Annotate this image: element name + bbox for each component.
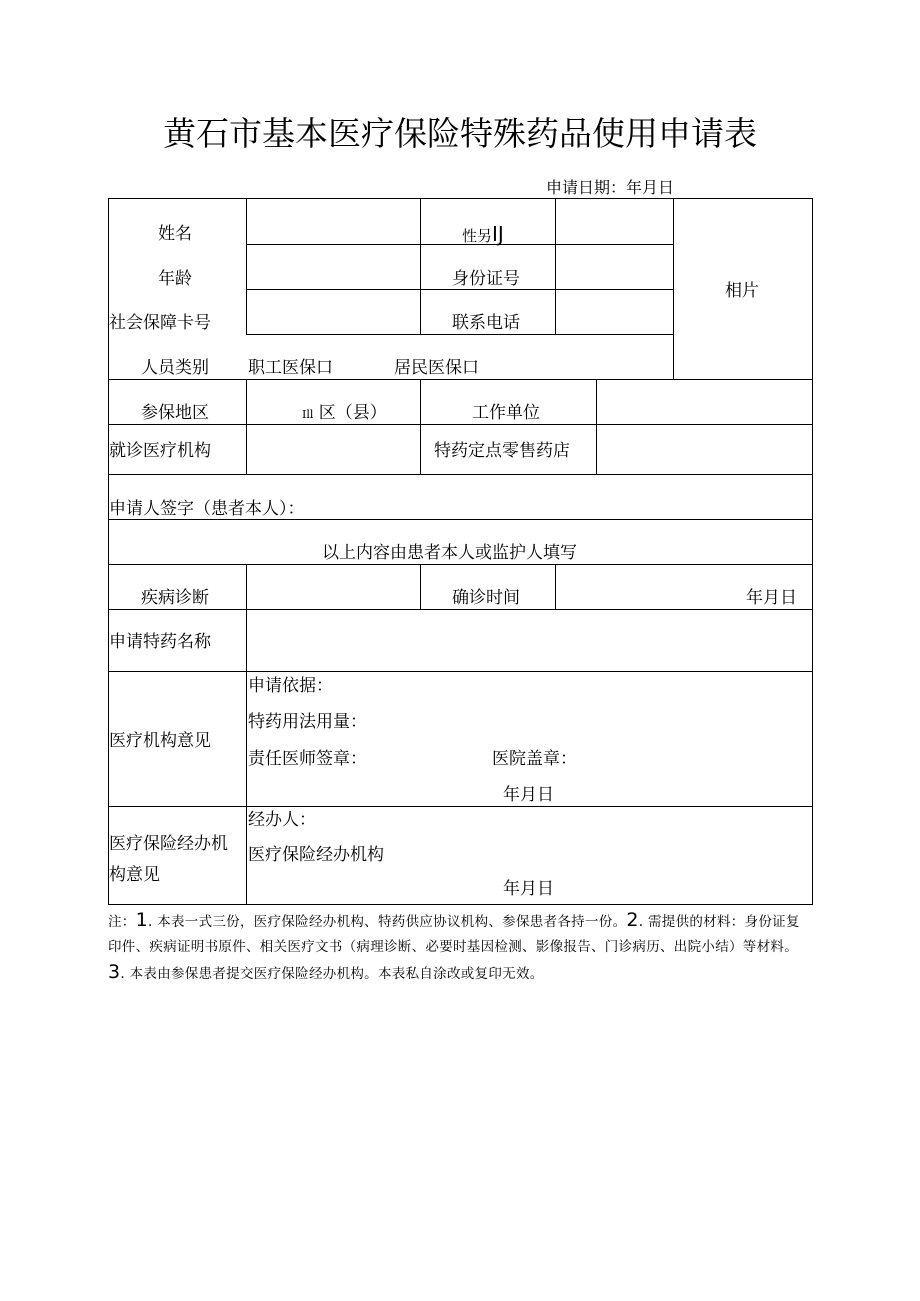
row-divider [108,424,813,425]
row-divider [108,806,813,807]
category-label: 人员类别 [141,358,209,378]
name-label: 姓名 [158,224,192,244]
usage-label: 特药用法用量： [248,712,367,732]
medical-opinion-date: 年月日 [503,785,554,805]
id-number-label: 身份证号 [452,269,520,289]
row-divider [108,671,813,672]
confirm-date-ymd: 年月日 [746,588,797,608]
resident-insurance-checkbox: 居民医保口 [394,358,479,378]
col-divider [420,379,421,475]
signature-label: 申请人签字（患者本人）： [109,499,305,519]
diagnosis-label: 疾病诊断 [141,588,209,608]
row-divider [108,564,813,565]
insurance-agency-label: 医疗保险经办机构 [248,845,384,865]
insured-area-label: 参保地区 [141,403,209,423]
row-divider [108,379,813,380]
col-divider [555,198,556,335]
phone-label: 联系电话 [452,313,520,333]
row-divider [246,244,673,245]
confirm-time-label: 确诊时间 [452,588,520,608]
insurance-opinion-date: 年月日 [503,879,554,899]
drug-name-label: 申请特药名称 [109,632,211,652]
medical-opinion-label: 医疗机构意见 [109,731,211,751]
insurance-opinion-label-line2: 构意见 [109,865,160,885]
photo-label: 相片 [725,281,759,301]
application-date: 申请日期：年月日 [546,178,675,197]
filled-by-note: 以上内容由患者本人或监护人填写 [322,543,577,563]
table-border-right [812,198,813,905]
employee-insurance-checkbox: 职工医保口 [248,358,333,378]
row-divider [108,609,813,610]
doctor-sign-label: 责任医师签章： [248,749,367,769]
footnote: 注：1. 本表一式三份，医疗保险经办机构、特药供应协议机构、参保患者各持一份。2. 需提供的材料：身份证复印件、疾病证明书原件、相关医疗文书（病理诊断、必要时基因检测、影像报告、门诊病历、出院小结）等材料。3. 本表由参保患者提交医疗保险经办机构。本表私自涂改或复印无效。 [108,909,800,983]
col-divider [246,564,247,610]
hospital-seal-label: 医院盖章： [492,749,577,769]
gender-label: 性另IJ [462,222,504,246]
table-border-bottom [108,904,813,905]
age-label: 年龄 [158,269,192,289]
row-divider [108,519,813,520]
col-divider [596,379,597,475]
col-divider [246,198,247,335]
social-card-label: 社会保障卡号 [109,313,211,333]
col-divider [246,379,247,475]
col-divider [420,564,421,610]
table-border-left [108,198,109,905]
district-label: Ill 区（县） [302,403,387,423]
basis-label: 申请依据： [248,676,333,696]
col-divider [673,198,674,380]
col-divider [555,564,556,610]
handler-label: 经办人： [248,810,316,830]
clinic-label: 就诊医疗机构 [109,441,211,461]
row-divider [246,289,673,290]
insurance-opinion-label-line1: 医疗保险经办机 [109,834,228,854]
work-unit-label: 工作单位 [472,403,540,423]
row-divider [246,334,673,335]
pharmacy-label: 特药定点零售药店 [434,441,570,461]
col-divider [420,198,421,335]
col-divider [246,609,247,905]
form-title: 黄石市基本医疗保险特殊药品使用申请表 [163,114,757,153]
table-border-top [108,198,813,199]
row-divider [108,474,813,475]
